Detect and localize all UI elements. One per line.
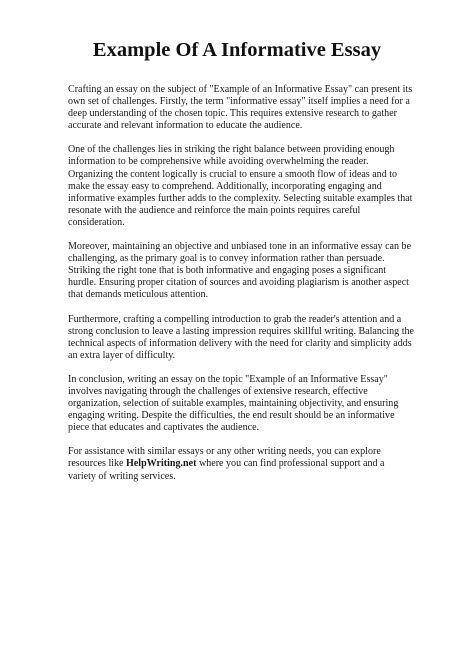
closing-text-after: where you can find professional support and a variety of writing services. — [68, 458, 385, 482]
paragraph-2: One of the challenges lies in striking the right balance between providing enough information to be comprehensive while avoiding overwhelming the reader. Organizing the content logically is crucial to ensure a smooth flow of ideas and to make the essay easy to comprehend. Additionally, incorporating engaging and informative examples further adds to the complexity. Selecting suitable examples that resonate with the audience and reinforce the main points requires careful consideration. — [68, 144, 413, 228]
page-title: Example Of A Informative Essay — [92, 39, 382, 61]
paragraph-5: In conclusion, writing an essay on the topic "Example of an Informative Essay" involves navigating through the challenges of extensive research, effective organization, selection of suitable examples, maintaining objectivity, and ensuring engaging writing. Despite the difficulties, the end result should be an informative piece that educates and captivates the audience. — [68, 373, 399, 434]
paragraph-3: Moreover, maintaining an objective and unbiased tone in an informative essay can be challenging, as the primary goal is to convey information rather than persuade. Striking the right tone that is both informative and engaging poses a significant hurdle. Ensuring proper citation of sources and avoiding plagiarism is another aspect that demands meticulous attention. — [68, 241, 412, 301]
brand-name: HelpWriting.net — [126, 458, 197, 470]
closing-paragraph — [68, 446, 414, 482]
closing-text-before: For assistance with similar essays or any other writing needs, you can explore resources like — [68, 446, 381, 470]
essay-body — [68, 84, 414, 495]
paragraph-1: Crafting an essay on the subject of "Example of an Informative Essay" can present its own set of challenges. Firstly, the term "informative essay" itself implies a need for a deep understanding of the chosen topic. This requires extensive research to gather accurate and relevant information to educate the audience. — [68, 84, 413, 132]
paragraph-4: Furthermore, crafting a compelling introduction to grab the reader's attention and a strong conclusion to leave a lasting impression requires skillful writing. Balancing the technical aspects of information delivery with the need for clarity and simplicity adds an extra layer of difficulty. — [68, 313, 414, 361]
